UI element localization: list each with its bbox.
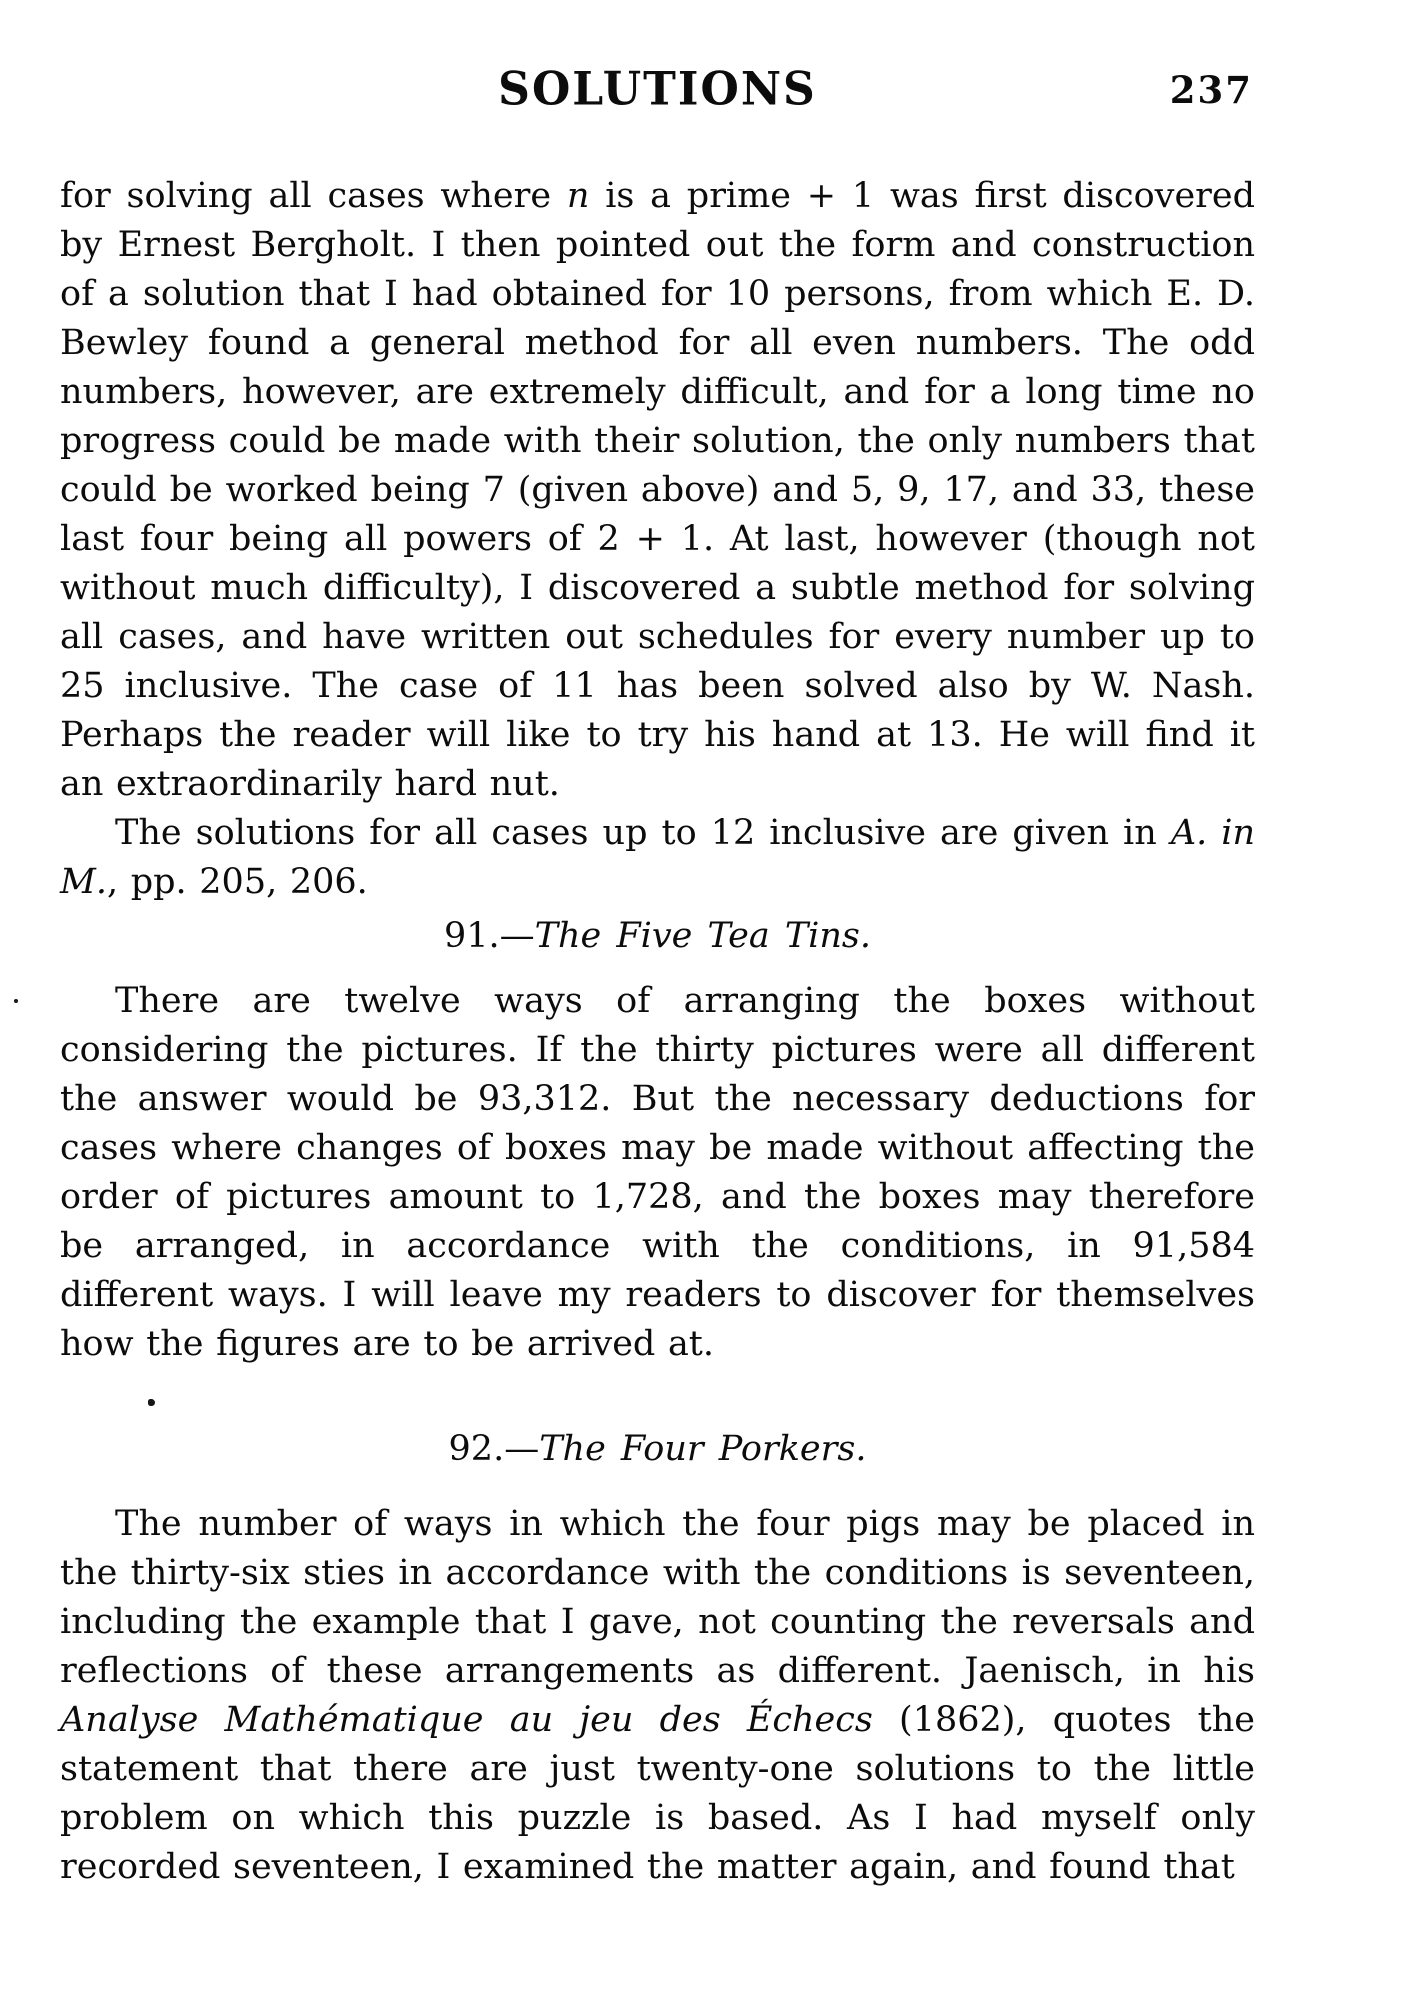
paragraph-continuation: for solving all cases where n is a prime + 1 was first discovered by Ernest Bergholt. I then pointed out the form and construction of a solution that I had obtained for 10 persons, from which E. D. Bewley found a general method for all even numbers. The odd numbers, however, are extremely difficult, and for a long time no progress could be made with their solution, the only numbers that could be worked being 7 (given above) and 5, 9, 17, and 33, these last four being all powers of 2 + 1. At last, however (though not without much difficulty), I discovered a subtle method for solving all cases, and have written out schedules for every number up to 25 inclusive. The case of 11 has been solved also by W. Nash. Perhaps the reader will like to try his hand at 13. He will find it an extraordinarily hard nut. bbox=[60, 176, 1256, 804]
running-head-title: SOLUTIONS bbox=[498, 62, 817, 116]
section-heading-91: 91.—The Five Tea Tins. bbox=[444, 916, 871, 956]
page-number: 237 bbox=[1169, 68, 1253, 112]
paragraph-91-solution: There are twelve ways of arranging the boxes without considering the pictures. If the thirty pictures were all different the answer would be 93,312. But the necessary deductions for cases where changes of boxes may be made without affecting the order of pictures amount to 1,728, and the boxes may therefore be arranged, in accordance with the conditions, in 91,584 different ways. I will leave my readers to discover for themselves how the figures are to be arrived at. bbox=[60, 981, 1255, 1364]
ink-speck bbox=[14, 999, 18, 1003]
section-heading-92: 92.—The Four Porkers. bbox=[448, 1429, 867, 1469]
paragraph-solutions-reference: The solutions for all cases up to 12 inclusive are given in A. in M., pp. 205, 206. bbox=[60, 813, 1256, 902]
text-column bbox=[60, 0, 1255, 1892]
paragraph-92-solution: The number of ways in which the four pigs may be placed in the thirty-six sties in accordance with the conditions is seventeen, including the example that I gave, not counting the reversals and reflections of these arrangements as different. Jaenisch, in his Analyse Mathématique au jeu des Échecs (1862), quotes the statement that there are just twenty-one solutions to the little problem on which this puzzle is based. As I had myself only recorded seventeen, I examined the matter again, and found that bbox=[60, 1504, 1255, 1887]
running-head bbox=[60, 62, 1255, 116]
